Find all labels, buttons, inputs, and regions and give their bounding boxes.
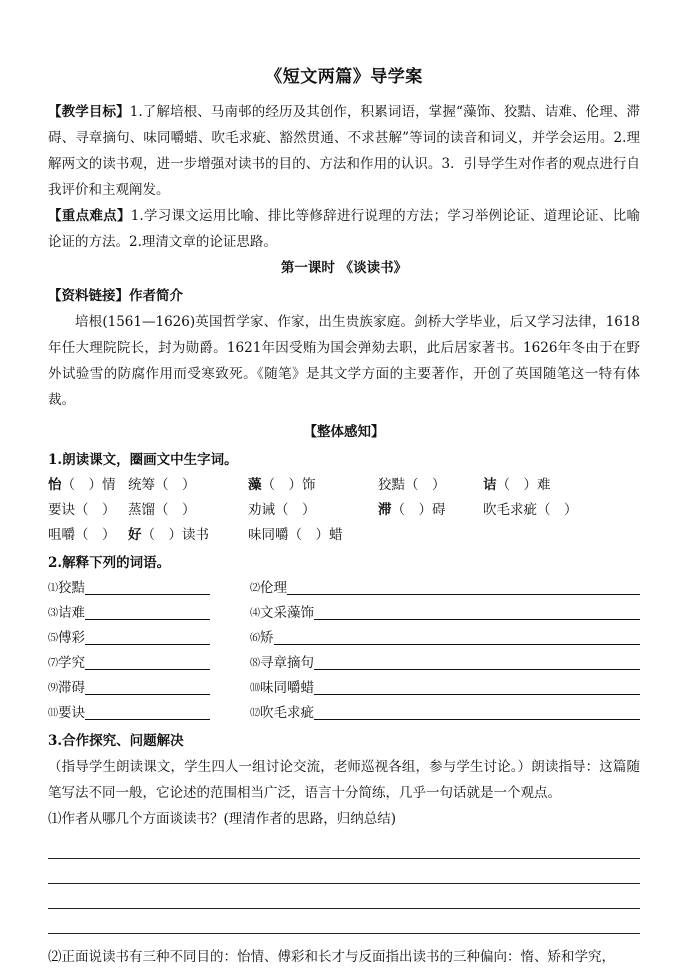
answer-line[interactable] <box>48 834 640 859</box>
char-item: 诘（ ）难 <box>483 477 551 493</box>
answer-blank[interactable] <box>85 701 210 720</box>
objectives-label: 【教学目标】 <box>48 104 130 120</box>
term-row: ⑸ 傅彩 ⑹ 矫 <box>48 626 640 651</box>
term-row: ⑼ 滞碍 ⑽ 味同嚼蜡 <box>48 676 640 701</box>
key-points <box>48 203 640 255</box>
term-row: ⑶ 诘难 ⑷ 文采藻饰 <box>48 601 640 626</box>
answer-line[interactable] <box>48 909 640 934</box>
answer-blank[interactable] <box>85 676 210 695</box>
teaching-objectives <box>48 99 640 203</box>
char-item: 统筹（ ） <box>128 477 196 493</box>
document-page <box>48 0 640 970</box>
char-row-3 <box>48 523 640 548</box>
term-row: ⑴ 狡黠 ⑵ 伦理 <box>48 576 640 601</box>
term-label: 狡黠 <box>58 580 85 596</box>
term-label: 滞碍 <box>58 680 85 696</box>
task3-heading: 3.合作探究、问题解决 <box>48 733 184 749</box>
char-item: 藻（ ）饰 <box>248 477 316 493</box>
char-item: 好（ ）读书 <box>128 527 209 543</box>
term-label: 矫 <box>260 630 274 646</box>
answer-blank[interactable] <box>85 626 210 645</box>
answer-blank[interactable] <box>85 651 210 670</box>
term-label: 味同嚼蜡 <box>260 680 314 696</box>
char-item: 滞（ ）碍 <box>378 502 446 518</box>
resource-label: 【资料链接】 <box>48 288 129 304</box>
question-2: ⑵正面说读书有三种不同目的：怡情、傅彩和长才与反面指出读书的三种偏向：惰、矫和学究， <box>48 949 615 965</box>
answer-blank[interactable] <box>314 701 640 720</box>
term-row: ⑺ 学究 ⑻ 寻章摘句 <box>48 651 640 676</box>
term-label: 诘难 <box>58 605 85 621</box>
char-item: 咀嚼（ ） <box>48 527 116 543</box>
answer-line[interactable] <box>48 884 640 909</box>
task3-guide: （指导学生朗读课文，学生四人一组讨论交流，老师巡视各组，参与学生讨论。）朗读指导：这篇随笔写法不同一般，它论述的范围相当广泛，语言十分简练，几乎一句话就是一个观点。 <box>48 759 640 801</box>
answer-line[interactable] <box>48 859 640 884</box>
term-label: 伦理 <box>260 580 287 596</box>
page-title: 《短文两篇》导学案 <box>265 67 423 87</box>
char-item: 味同嚼（ ）蜡 <box>248 527 343 543</box>
term-label: 学究 <box>58 655 85 671</box>
char-row-2 <box>48 498 640 523</box>
key-points-text: 1.学习课文运用比喻、排比等修辞进行说理的方法；学习举例论证、道理论证、比喻论证的方法。2.理清文章的论证思路。 <box>48 208 640 250</box>
resource-heading <box>48 283 640 309</box>
lesson-heading: 第一课时 《谈读书》 <box>280 260 408 276</box>
task1-heading: 1.朗读课文，圈画文中生字词。 <box>48 452 238 468</box>
task2-heading: 2.解释下列的词语。 <box>48 555 171 571</box>
question-1: ⑴作者从哪几个方面谈读书？(理清作者的思路，归纳总结) <box>48 811 397 827</box>
term-row: ⑾ 要诀 ⑿ 吹毛求疵 <box>48 701 640 726</box>
answer-blank[interactable] <box>85 601 210 620</box>
char-item: 劝诫（ ） <box>248 502 316 518</box>
char-item: 要诀（ ） <box>48 502 116 518</box>
answer-blank[interactable] <box>314 651 640 670</box>
answer-blank[interactable] <box>314 676 640 695</box>
key-points-label: 【重点难点】 <box>48 208 131 224</box>
char-row-1 <box>48 473 640 498</box>
answer-blank[interactable] <box>85 576 210 595</box>
resource-sub: 作者简介 <box>129 288 183 304</box>
answer-area-1[interactable] <box>48 834 640 934</box>
char-item: 怡（ ）情 <box>48 477 116 493</box>
term-label: 吹毛求疵 <box>260 705 314 721</box>
term-label: 文采藻饰 <box>260 605 314 621</box>
overall-heading: 【整体感知】 <box>303 424 385 440</box>
objectives-text: 1.了解培根、马南邨的经历及其创作，积累词语，掌握“藻饰、狡黠、诘难、伦理、滞碍、寻章摘句、味同嚼蜡、吹毛求疵、豁然贯通、不求甚解”等词的读音和词义，并学会运用。2.理解两文的读书观，进一步增强对读书的目的、方法和作用的认识。3．引导学生对作者的观点进行自我评价和主观阐发。 <box>48 104 641 198</box>
answer-blank[interactable] <box>314 601 640 620</box>
answer-blank[interactable] <box>287 576 640 595</box>
char-item: 吹毛求疵（ ） <box>483 502 578 518</box>
term-label: 寻章摘句 <box>260 655 314 671</box>
answer-blank[interactable] <box>274 626 641 645</box>
term-label: 要诀 <box>58 705 85 721</box>
char-item: 狡黠（ ） <box>378 477 446 493</box>
char-item: 蒸馏（ ） <box>128 502 196 518</box>
term-label: 傅彩 <box>58 630 85 646</box>
author-intro: 培根(1561—1626)英国哲学家、作家，出生贵族家庭。剑桥大学毕业，后又学习法律，1618年任大理院院长，封为勋爵。1621年因受贿为国会弹劾去职，此后居家著书。1626年冬由于在野外试验雪的防腐作用而受寒致死。《随笔》是其文学方面的主要著作，开创了英国随笔这一特有体裁。 <box>48 314 640 408</box>
